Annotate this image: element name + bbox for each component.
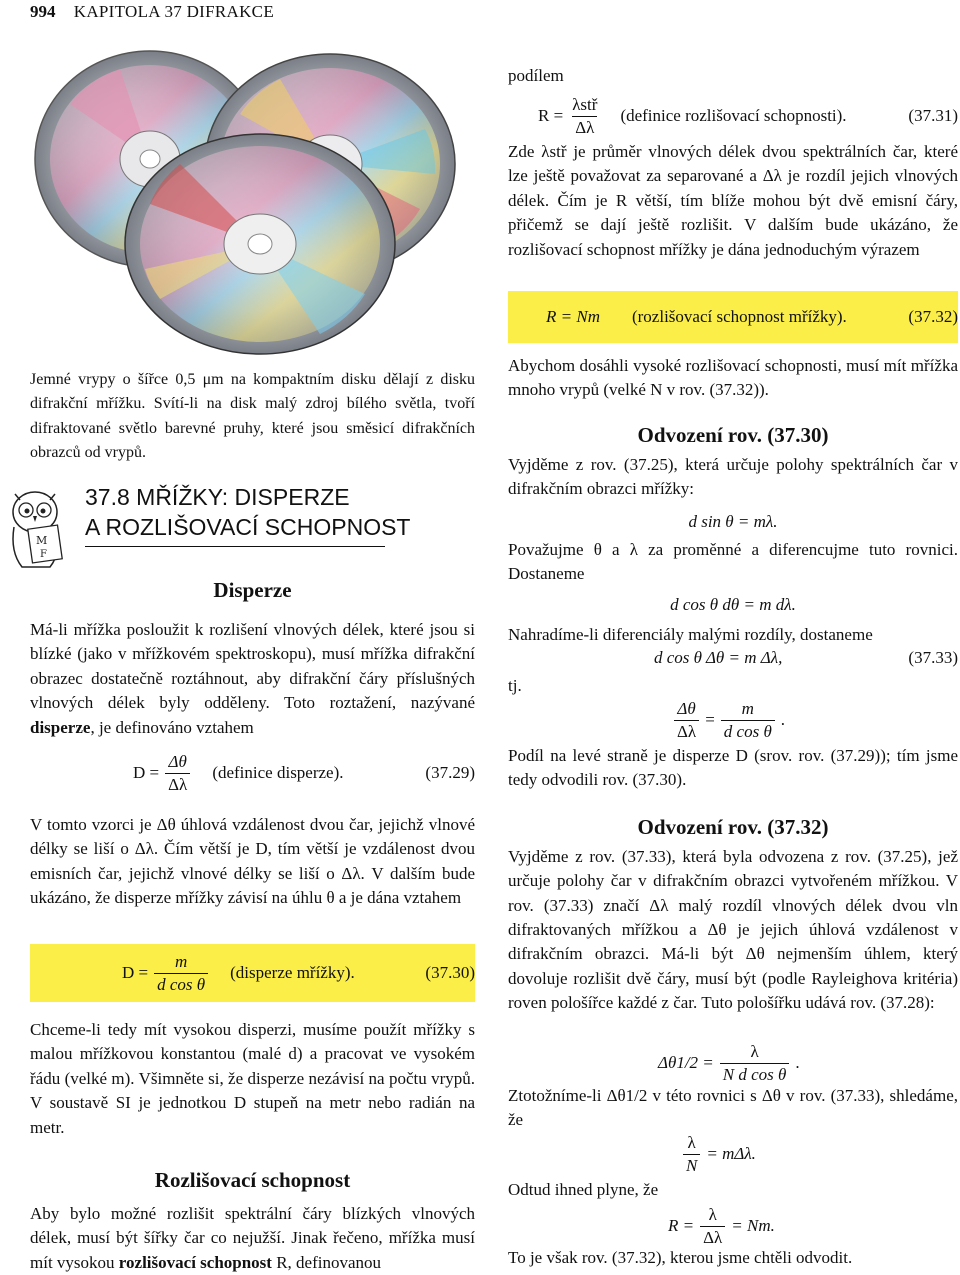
- paragraph-odv30-1: Vyjděme z rov. (37.25), která určuje polohy spektrálních čar v difrakčním obrazci mřížky:: [508, 454, 958, 499]
- section-title-1: MŘÍŽKY: DISPERZE: [136, 484, 350, 510]
- paragraph-odv32-1: Vyjděme z rov. (37.33), která byla odvozena z rov. (37.25), jež určuje polohy čar v difrakčním obrazci vytvořeném mřížkou. V rov. (37.33) značí Δλ malý rozdíl vlnových délek dvou vln difraktovaných mřížkou a Δθ je jejich úhlová vzdálenost v difrakčním obrazci. Má-li být Δθ nejmenším úhlem, který dovoluje rozlišit dvě čáry, musí být (podle Rayleighova kritéria) roven pološířce každé z čar. Tuto pološířku udává rov. (37.28):: [508, 846, 958, 1013]
- running-header: [30, 2, 470, 26]
- paragraph-resolution-def: Zde λstř je průměr vlnových délek dvou spektrálních čar, které lze ještě považovat za separované a Δλ je rozdíl jejich vlnových délek. Čím je R větší, tím blíže mohou být dvě emisní čáry, přičemž se dají ještě rozlišit. V dalším bude ukázáno, že rozlišovací schopnost mřížky je dána jednoduchým výrazem: [508, 142, 958, 259]
- equation-37-31: R = $\frac{\text{λstř}}{\Delta\lambda}$ (definice rozlišovací schopnosti). (37.31): [538, 94, 958, 137]
- paragraph-high-resolution: Abychom dosáhli vysoké rozlišovací schopnosti, musí mít mřížka mnoho vrypů (velké N v rov. (37.32)).: [508, 356, 958, 400]
- page-number: 994: [30, 2, 56, 21]
- paragraph-odv32-2: Ztotožníme-li Δθ1/2 v této rovnici s Δθ v rov. (37.33), shledáme, že: [508, 1086, 958, 1130]
- equation-37-30: D = $\frac{m}{\text{d cos θ}}$ (disperze mřížky). (37.30): [30, 944, 475, 1002]
- equation-dispersion-ratio: $\frac{\Delta\theta}{\Delta\lambda}$ = $\frac{m}{\text{d cos θ}}$ .: [508, 692, 958, 748]
- paragraph-odv30-2: Považujme θ a λ za proměnné a diferencujme tuto rovnici. Dostaneme: [508, 540, 958, 584]
- paragraph-disperze-intro: Má-li mřížka posloužit k rozlišení vlnových délek, které jsou si blízké (jako v mřížkovém spektroskopu), musí mřížka difrakční obrazec dostatečně roztáhnout, aby difrakční čáry příslušných vlnových délek byly odděleny. Toto roztažení, nazývané disperze, je definováno vztahem: [30, 620, 475, 737]
- right-column-2: [508, 140, 958, 262]
- equation-37-33: d cos θ Δθ = m Δλ, (37.33): [654, 648, 958, 667]
- section-heading: [85, 482, 475, 547]
- heading-odvozeni-37-32: Odvození rov. (37.32): [637, 814, 829, 839]
- right-column-3: [508, 354, 958, 648]
- equation-lambda-n: $\frac{\lambda}{N}$ = mΔλ.: [508, 1128, 958, 1180]
- left-column: [30, 576, 475, 740]
- equation-grating: d sin θ = mλ.: [688, 511, 778, 531]
- right-column: [508, 64, 958, 88]
- heading-odvozeni-37-30: Odvození rov. (37.30): [637, 422, 829, 447]
- section-title-2: A ROZLIŠOVACÍ SCHOPNOST: [85, 514, 411, 540]
- equation-37-29: D = $\frac{\Delta\theta}{\Delta\lambda}$ (definice disperze). (37.29): [133, 751, 475, 794]
- section-rule: [85, 546, 385, 547]
- left-column-2: [30, 813, 475, 911]
- right-column-4: [508, 744, 958, 1016]
- equation-differential: d cos θ dθ = m dλ.: [670, 594, 796, 614]
- figure-caption: Jemné vrypy o šířce 0,5 μm na kompaktním disku dělají z disku difrakční mřížku. Svítí-li na disk malý zdroj bílého světla, tvoří difraktované světlo barevné pruhy, které jsou směsicí difrakčních obrazců od vrypů.: [30, 371, 475, 462]
- text-podilem: podílem: [508, 66, 564, 85]
- paragraph-disperze-3: Chceme-li tedy mít vysokou disperzi, musíme použít mřížky s malou mřížkovou konstantou (malé d) a pracovat ve vysokém řádu (velké m). Všimněte si, že disperze nezávisí na počtu vrypů. V soustavě SI je jednotkou D stupeň na metr nebo radián na metr.: [30, 1020, 475, 1137]
- owl-icon: [0, 482, 80, 572]
- section-number: 37.8: [85, 484, 130, 510]
- equation-37-32: R = Nm (rozlišovací schopnost mřížky). (37.32): [508, 291, 958, 343]
- cd-disc-3: [125, 134, 395, 354]
- svg-text:F: F: [40, 549, 47, 560]
- paragraph-disperze-2: V tomto vzorci je Δθ úhlová vzdálenost dvou čar, jejichž vlnové délky se liší o Δλ. Čím větší je D, tím větší je vzdálenost dvou emisních čar, jejichž vlnové délky se liší o Δλ. V dalším bude ukázáno, že disperze mřížky závisí na úhlu θ a je dána vztahem: [30, 815, 475, 908]
- chapter-title: KAPITOLA 37 DIFRAKCE: [73, 2, 275, 21]
- left-column-3: [30, 1018, 475, 1275]
- heading-rozlisovaci: Rozlišovací schopnost: [154, 1168, 351, 1193]
- svg-text:M: M: [36, 534, 48, 547]
- paragraph-odv32-3: Odtud ihned plyne, že: [508, 1180, 659, 1199]
- right-column-7: [508, 1246, 958, 1270]
- paragraph-rozlisovaci: Aby bylo možné rozlišit spektrální čáry blízkých vlnových délek, musí být šířky čar co nejužší. Jinak řečeno, mřížka musí mít vysokou rozlišovací schopnost R, definovanou: [30, 1204, 475, 1272]
- right-column-6: [508, 1178, 958, 1202]
- cd-figure: [30, 44, 470, 359]
- heading-disperze: Disperze: [213, 578, 292, 602]
- equation-half-width: Δθ1/2 = $\frac{\lambda}{\text{N d cos θ}}$ .: [658, 1041, 800, 1084]
- paragraph-odv32-conclusion: To je však rov. (37.32), kterou jsme chtěli odvodit.: [508, 1248, 853, 1267]
- paragraph-odv30-3: Nahradíme-li diferenciály malými rozdíly, dostaneme: [508, 625, 873, 645]
- right-column-5: [508, 1084, 958, 1133]
- equation-resolution-result: R = $\frac{\lambda}{\Delta\lambda}$ = Nm.: [668, 1204, 775, 1247]
- paragraph-odv30-conclusion: Podíl na levé straně je disperze D (srov. rov. (37.29)); tím jsme tedy odvodili rov. (37.30).: [508, 746, 958, 790]
- text-tj: tj.: [508, 676, 522, 695]
